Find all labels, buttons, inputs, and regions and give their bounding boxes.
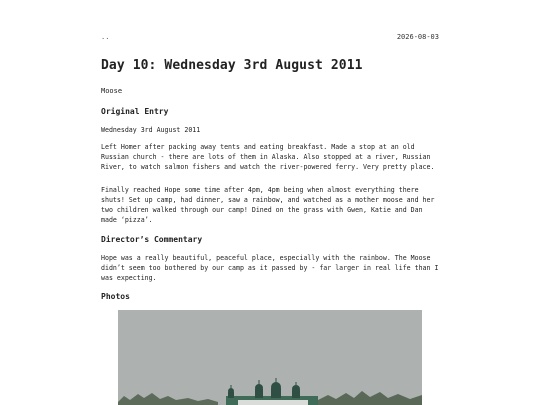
- original-entry-heading: Original Entry: [101, 107, 169, 116]
- entry-date-line: Wednesday 3rd August 2011: [101, 126, 201, 134]
- church-photo[interactable]: [118, 310, 422, 405]
- commentary-paragraph: Hope was a really beautiful, peaceful place, especially with the rainbow. The Moose didn’t seem too bothered by our camp as it passed by - far larger in real life than I was expecting.: [101, 254, 439, 282]
- entry-paragraph-1: Left Homer after packing away tents and eating breakfast. Made a stop at an old Russian church - there are lots of them in Alaska. Also stopped at a river, Russian River, to watch salmon fishers and watch the river-powered ferry. Very pretty place.: [101, 143, 435, 171]
- page-subtitle: Moose: [101, 87, 123, 95]
- page-title: Day 10: Wednesday 3rd August 2011: [101, 58, 363, 73]
- page-date: 2026-08-03: [396, 33, 439, 41]
- photos-heading: Photos: [101, 292, 130, 301]
- church-photo-image: [118, 310, 422, 405]
- entry-paragraph-2: Finally reached Hope some time after 4pm, 4pm being when almost everything there shuts! Set up camp, had dinner, saw a rainbow, and watched as a mother moose and her two children walked through our camp! Dined on the grass with Gwen, Katie and Dan made ‘pizza’.: [101, 186, 435, 224]
- parent-directory-link[interactable]: ..: [101, 33, 110, 41]
- top-bar: [101, 33, 439, 45]
- commentary-heading: Director’s Commentary: [101, 235, 203, 244]
